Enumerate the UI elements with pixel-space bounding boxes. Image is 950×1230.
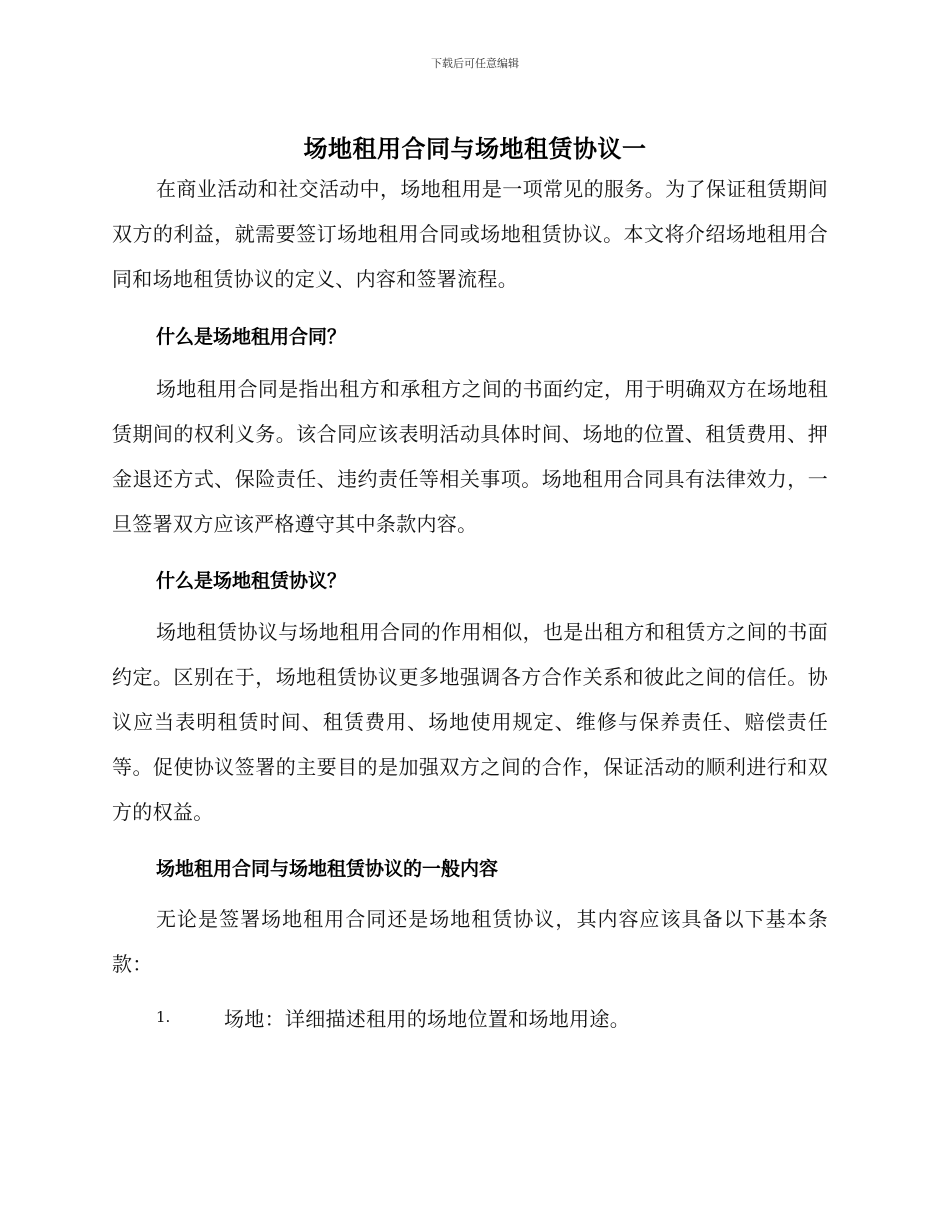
section-heading-agreement: 什么是场地租赁协议？ xyxy=(156,570,347,592)
intro-paragraph: 在商业活动和社交活动中，场地租用是一项常见的服务。为了保证租赁期间双方的利益，就需要签订场地租用合同或场地租赁协议。本文将介绍场地租用合同和场地租赁协议的定义、内容和签署流程。 xyxy=(112,177,828,291)
section-heading-general-content: 场地租用合同与场地租赁协议的一般内容 xyxy=(156,858,499,880)
list-item-number: 1. xyxy=(156,1008,171,1026)
section-paragraph-agreement: 场地租赁协议与场地租用合同的作用相似，也是出租方和租赁方之间的书面约定。区别在于，场地租赁协议更多地强调各方合作关系和彼此之间的信任。协议应当表明租赁时间、租赁费用、场地使用规定、维修与保养责任、赔偿责任等。促使协议签署的主要目的是加强双方之间的合作，保证活动的顺利进行和双方的权益。 xyxy=(112,620,828,824)
list-item-text: 场地：详细描述租用的场地位置和场地用途。 xyxy=(224,1007,630,1031)
section-heading-contract: 什么是场地租用合同？ xyxy=(156,326,347,348)
section-paragraph-contract: 场地租用合同是指出租方和承租方之间的书面约定，用于明确双方在场地租赁期间的权利义务。该合同应该表明活动具体时间、场地的位置、租赁费用、押金退还方式、保险责任、违约责任等相关事项。场地租用合同具有法律效力，一旦签署双方应该严格遵守其中条款内容。 xyxy=(112,377,828,536)
section-paragraph-general-content: 无论是签署场地租用合同还是场地租赁协议，其内容应该具备以下基本条款： xyxy=(112,907,828,976)
document-title: 场地租用合同与场地租赁协议一 xyxy=(303,135,647,163)
header-note: 下载后可任意编辑 xyxy=(431,57,519,70)
